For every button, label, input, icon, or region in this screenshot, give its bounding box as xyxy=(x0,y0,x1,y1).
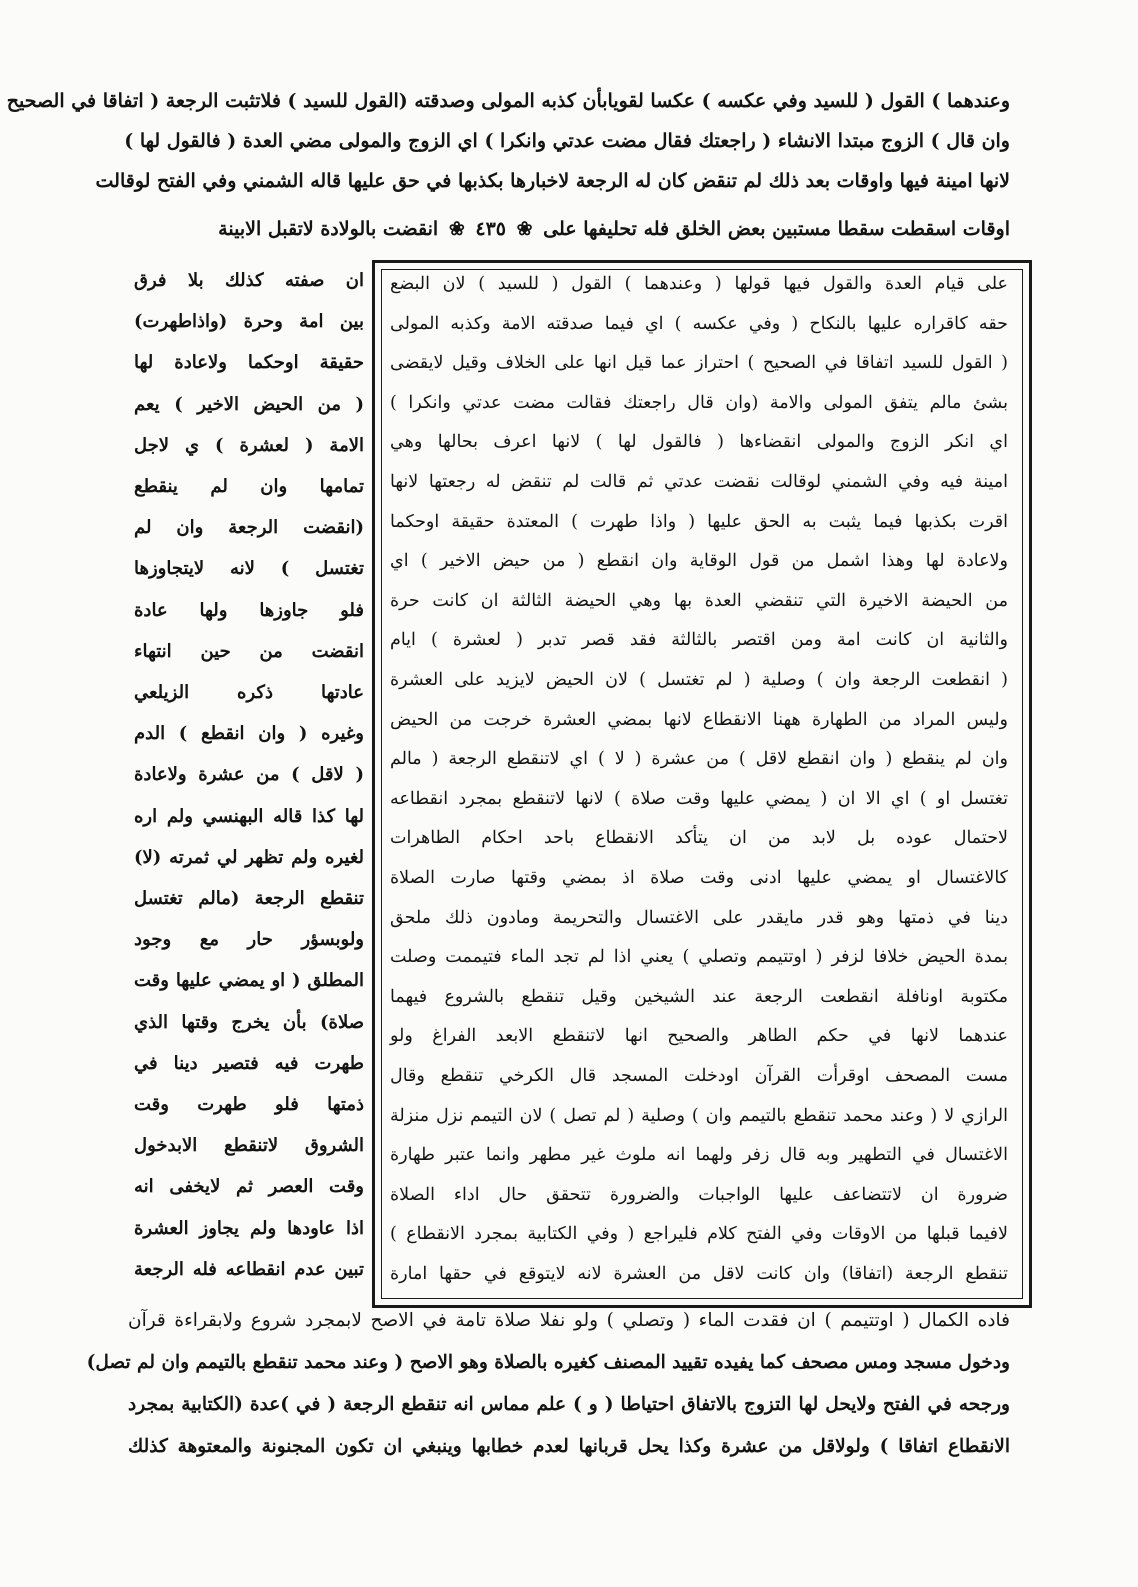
commentary-line: الاغتسال في التطهير وبه قال زفر ولهما انه ملوث غير مطهر وانما عتبر طهارة xyxy=(390,1145,1008,1166)
side-column-line: الامة ( لعشرة ) ي لاجل xyxy=(134,434,364,456)
side-column-line: المطلق ( او يمضي عليها وقت xyxy=(134,970,364,992)
side-column-line: وقت العصر ثم لايخفى انه xyxy=(134,1176,364,1198)
commentary-line: حقه كاقراره عليها بالنكاح ( وفي عكسه ) اي فيما صدقته الامة وكذبه المولى xyxy=(390,313,1008,334)
side-column-text xyxy=(128,264,364,1308)
page-number: ٤٣٥ xyxy=(475,218,506,240)
side-column-line: ( لاقل ) من عشرة ولاعادة xyxy=(134,764,364,786)
side-column-line: ذمتها فلو طهرت وقت xyxy=(134,1094,364,1115)
commentary-line: تغتسل او ) اي الا ان ( يمضي عليها وقت صلاة ) لانها لاتنقطع بمجرد انقطاعه xyxy=(390,788,1008,809)
commentary-line: دينا في ذمتها وهو قدر مايقدر على الاغتسال والتحريمة ومادون ذلك ملحق xyxy=(390,907,1008,928)
footer-line: فاده الكمال ( اوتتيمم ) ان فقدت الماء ( وتصلي ) ولو نفلا صلاة تامة في الاصح لابمجرد شروع ولابقراءة قرآن xyxy=(128,1310,1010,1331)
side-column-line: ولوبسؤر حار مع وجود xyxy=(134,929,364,951)
commentary-line: كالاغتسال او يمضي عليها ادنى وقت صلاة اذ بمضي وقتها صارت الصلاة xyxy=(390,868,1008,888)
side-column-line: اذا عاودها ولم يجاوز العشرة xyxy=(134,1217,364,1239)
side-column-line: لها كذا قاله البهنسي ولم اره xyxy=(134,805,364,827)
commentary-line: ضرورة ان لاتتضاعف عليها الواجبات والضرورة تتحقق حال اداء الصلاة xyxy=(390,1184,1008,1205)
ornament-left: ❀ xyxy=(516,218,533,240)
commentary-line: من الحيضة الاخيرة التي تنقضي العدة بها وهي الحيضة الثالثة ان كانت حرة xyxy=(390,590,1008,611)
footer-line: ورجحه في الفتح ولايحل لها التزوج بالاتفاق احتياطا ( و ) علم مماس انه تنقطع الرجعة ( في )عدة (الكتابية بمجرد xyxy=(128,1394,1010,1415)
side-column-line: وغيره ( وان انقطع ) الدم xyxy=(134,723,364,745)
commentary-line: لافيما قبلها من الاوقات وفي الفتح كلام فليراجع ( وفي الكتابية بمجرد الانقطاع ) xyxy=(390,1224,1008,1245)
side-column-line: حقيقة اوحكما ولاعادة لها xyxy=(134,352,364,374)
header-text-block xyxy=(6,90,1010,262)
commentary-line: عندهما لانها في حكم الطاهر والصحيح انها لاتنقطع الابعد الفراغ ولو xyxy=(390,1026,1008,1047)
commentary-box-text xyxy=(372,260,1032,1308)
side-column-line: لغيره ولم تظهر لي ثمرته (لا) xyxy=(134,846,364,868)
side-column-line: الشروق لاتنقطع الابدخول xyxy=(134,1135,364,1157)
commentary-line: مكتوبة اونافلة انقطعت الرجعة عند الشيخين وقيل تنقطع بالشروع فيهما xyxy=(390,986,1008,1007)
commentary-line: بمدة الحيض خلافا لزفر ( اوتتيمم وتصلي ) يعني اذا لم تجد الماء فتيممت وصلت xyxy=(390,947,1008,968)
running-head-left: اوقات اسقطت سقطا مستبين بعض الخلق فله تحليفها على xyxy=(543,218,1010,240)
commentary-line: لاحتمال عوده بل لابد من ان يتأكد الانقطاع باحد احكام الطاهرات xyxy=(390,828,1008,849)
side-column-line: انقضت من حين انتهاء xyxy=(134,640,364,662)
side-column-line: بين امة وحرة (واذاطهرت) xyxy=(134,311,364,333)
commentary-line: والثانية ان كانت امة ومن اقتصر بالثالثة فقد قصر تدبر ( لعشرة ) ايام xyxy=(390,630,1008,651)
side-column-line: فلو جاوزها ولها عادة xyxy=(134,599,364,621)
side-column-line: ( من الحيض الاخير ) يعم xyxy=(134,393,364,415)
commentary-line: وان لم ينقطع ( وان انقطع لاقل ) من عشرة ( لا ) اي لاتنقطع الرجعة ( مالم xyxy=(390,749,1008,770)
side-column-line: طهرت فيه فتصير دينا في xyxy=(134,1052,364,1074)
footer-line: ودخول مسجد ومس مصحف كما يفيده تقييد المصنف كغيره بالصلاة وهو الاصح ( وعند محمد تنقطع بالتيمم وان لم تصل) xyxy=(86,1352,1010,1373)
commentary-line: ( القول للسيد اتفاقا في الصحيح ) احتراز عما قيل انها على الخلاف وقيل لايقضى xyxy=(390,353,1008,374)
side-column-line: تغتسل ) لانه لايتجاوزها xyxy=(134,558,364,580)
footer-text-block xyxy=(86,1310,1010,1490)
commentary-line: اي انكر الزوج والمولى انقضاءها ( فالقول لها ) لانها اعرف بحالها وهي xyxy=(390,432,1008,453)
side-column-line: تبين عدم انقطاعه فله الرجعة xyxy=(134,1258,364,1280)
header-line: وان قال ) الزوج مبتدا الانشاء ( راجعتك فقال مضت عدتي وانكرا ) اي الزوج والمولى مضي العدة ( فالقول لها ) xyxy=(124,130,1010,152)
ornament-right: ❀ xyxy=(448,218,465,240)
commentary-line: امينة فيه وفي الشمني لوقالت نقضت عدتي ثم قالت لم تنقض له رجعتها لانها xyxy=(390,472,1008,492)
side-column-line: عادتها ذكره الزيلعي xyxy=(134,682,364,703)
commentary-line: الرازي لا ( وعند محمد تنقطع بالتيمم وان ) وصلية ( لم تصل ) لان التيمم نزل منزلة xyxy=(390,1105,1008,1126)
commentary-line: ( انقطعت الرجعة وان ) وصلية ( لم تغتسل ) لان الحيض لايزيد على العشرة xyxy=(390,670,1008,690)
commentary-line: وليس المراد من الطهارة ههنا الانقطاع لانها بمضي العشرة خرجت من الحيض xyxy=(390,709,1008,730)
footer-line: الانقطاع اتفاقا ) ولولاقل من عشرة وكذا يحل قربانها لعدم خطابها وينبغي ان تكون المجنونة والمعتوهة كذلك xyxy=(128,1436,1010,1457)
commentary-line: بشئ مالم يتفق المولى والامة (وان قال راجعتك فقالت مضت عدتي وانكرا ) xyxy=(390,392,1008,413)
side-column-line: صلاة) بأن يخرج وقتها الذي xyxy=(134,1011,364,1033)
commentary-line: ولاعادة لها وهذا اشمل من قول الوقاية وان انقطع ( من حيض الاخير ) اي xyxy=(390,551,1008,572)
commentary-line: تنقطع الرجعة (اتفاقا) وان كانت لاقل من العشرة لانه لايتوقع في حقها امارة xyxy=(390,1264,1008,1284)
commentary-line: مست المصحف اوقرأت القرآن اودخلت المسجد قال الكرخي تنقطع وقال xyxy=(390,1066,1008,1086)
side-column-line: تنقطع الرجعة (مالم تغتسل xyxy=(134,888,364,909)
side-column-line: تمامها وان لم ينقطع xyxy=(134,476,364,497)
header-line: لانها امينة فيها واوقات بعد ذلك لم تنقض كان له الرجعة لاخبارها بكذبها في حق عليها قاله الشمني وفي الفتح لوقالت xyxy=(95,170,1010,192)
commentary-line: على قيام العدة والقول فيها قولها ( وعندهما ) القول ( للسيد ) لان البضع xyxy=(390,274,1008,294)
commentary-line: اقرت بكذبها فيما يثبت به الحق عليها ( واذا طهرت ) المعتدة حقيقة اوحكما xyxy=(390,511,1008,532)
header-line: وعندهما ) القول ( للسيد وفي عكسه ) عكسا لقويابأن كذبه المولى وصدقته (القول للسيد ) فلاتثبت الرجعة ( اتفاقا في الصحيح xyxy=(6,90,1010,112)
running-head-right: انقضت بالولادة لاتقبل الابينة xyxy=(218,218,439,240)
side-column-line: ان صفته كذلك بلا فرق xyxy=(134,270,364,291)
header-line-with-page-number xyxy=(128,218,1010,241)
side-column-line: (انقضت الرجعة وان لم xyxy=(134,517,364,539)
